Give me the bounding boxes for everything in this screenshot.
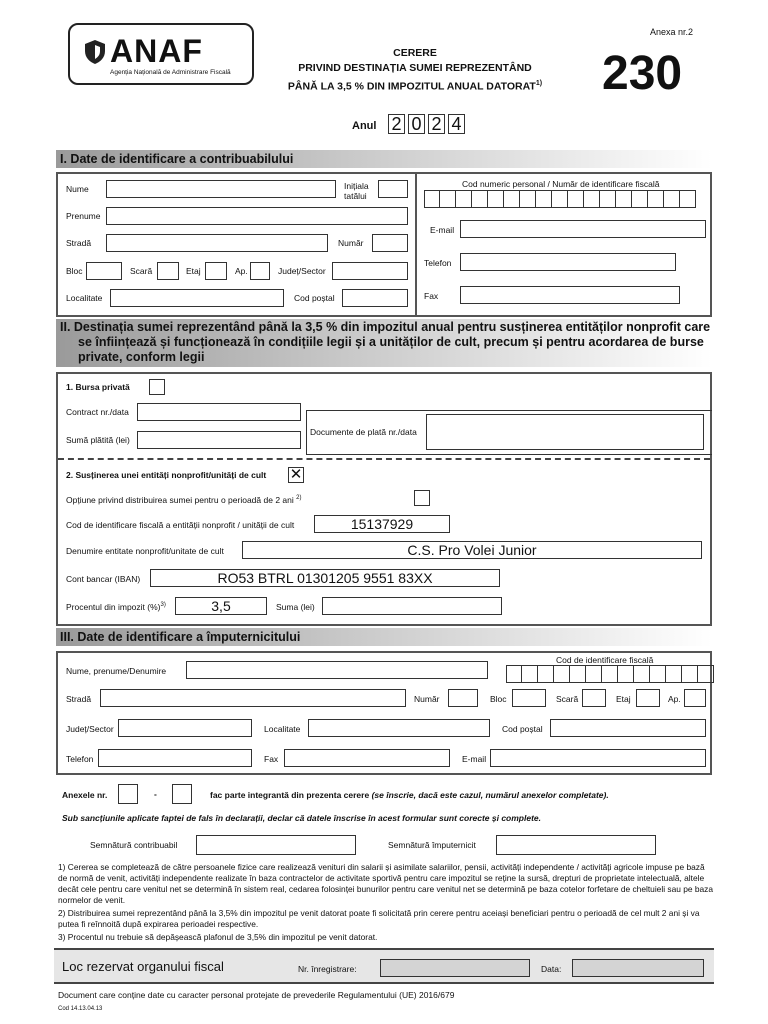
email-field[interactable] xyxy=(460,220,706,238)
data-label: Data: xyxy=(541,964,562,974)
imp-strada-field[interactable] xyxy=(100,689,406,707)
imp-fax-label: Fax xyxy=(264,754,279,764)
localitate-label: Localitate xyxy=(66,293,103,303)
imp-strada-label: Stradă xyxy=(66,694,92,704)
cnp-label: Cod numeric personal / Număr de identificare fiscală xyxy=(462,179,660,189)
denumire-label: Denumire entitate nonprofit/unitate de cult xyxy=(66,546,224,556)
imp-etaj-label: Etaj xyxy=(616,694,631,704)
cnp-field[interactable] xyxy=(424,190,696,208)
dashed-divider xyxy=(58,458,710,460)
documente-label: Documente de plată nr./data xyxy=(310,427,417,437)
data-field[interactable] xyxy=(572,959,704,977)
contract-label: Contract nr./data xyxy=(66,407,129,417)
imp-email-label: E-mail xyxy=(462,754,487,764)
imp-etaj-field[interactable] xyxy=(636,689,660,707)
form-title xyxy=(270,46,560,95)
semnatura-imputernicit-field[interactable] xyxy=(496,835,656,855)
year-digit[interactable]: 2 xyxy=(388,114,405,134)
optiune-label: Opțiune privind distribuirea sumei pentru o perioadă de 2 ani $^{2)}$ xyxy=(66,495,302,505)
imp-localitate-field[interactable] xyxy=(308,719,490,737)
semnatura-contribuabil-label: Semnătură contribuabil xyxy=(90,840,178,850)
ap-field[interactable] xyxy=(250,262,270,280)
strada-label: Stradă xyxy=(66,238,92,248)
contract-field[interactable] xyxy=(137,403,301,421)
suma-field[interactable] xyxy=(322,597,502,615)
footnote-3: 3) Procentul nu trebuie să depășească plafonul de 3,5% din impozitul pe venit datorat. xyxy=(58,932,378,942)
imp-localitate-label: Localitate xyxy=(264,724,301,734)
loc-rezervat-label: Loc rezervat organului fiscal xyxy=(62,959,224,974)
strada-field[interactable] xyxy=(106,234,328,252)
imp-cod-fiscal-field[interactable] xyxy=(506,665,714,683)
imp-telefon-field[interactable] xyxy=(98,749,252,767)
imp-scara-label: Scară xyxy=(556,694,579,704)
semnatura-contribuabil-field[interactable] xyxy=(196,835,356,855)
anexe-label: Anexele nr. xyxy=(62,790,108,800)
footnote-2: 2) Distribuirea sumei reprezentând până la 3,5% din impozitul pe venit datorat poate fi solicitată prin cerere pentru aceiași beneficiari pentru o perioadă de cel mult 2 ani și va putea fi reînnoită după expirarea perioadei respective. xyxy=(58,908,700,929)
imp-bloc-field[interactable] xyxy=(512,689,546,707)
imp-nume-field[interactable] xyxy=(186,661,488,679)
numar-label: Număr xyxy=(338,238,364,248)
anaf-logo xyxy=(68,23,254,85)
section1-header: I. Date de identificare a contribuabilului xyxy=(56,150,712,168)
section3-header: III. Date de identificare a împuternicitului xyxy=(56,628,712,646)
year-digit[interactable]: 2 xyxy=(428,114,445,134)
cod-postal-label: Cod poștal xyxy=(294,293,335,303)
anexe-to-field[interactable] xyxy=(172,784,192,804)
gdpr-notice: Document care conține date cu caracter personal protejate de prevederile Regulamentului (UE) 2016/679 xyxy=(58,990,455,1000)
declaratie: Sub sancțiunile aplicate faptei de fals în declarații, declar că datele înscrise în acest formular sunt corecte și complete. xyxy=(62,813,542,823)
anexe-dash: - xyxy=(154,789,157,799)
imp-judet-field[interactable] xyxy=(118,719,252,737)
year-label: Anul xyxy=(352,120,377,132)
semnatura-imputernicit-label: Semnătură împuternicit xyxy=(388,840,476,850)
procent-field[interactable]: 3,5 xyxy=(175,597,267,615)
imp-cod-postal-label: Cod poștal xyxy=(502,724,543,734)
nr-inregistrare-field[interactable] xyxy=(380,959,530,977)
title-line2: PRIVIND DESTINAȚIA SUMEI REPREZENTÂND xyxy=(298,62,532,74)
denumire-field[interactable]: C.S. Pro Volei Junior xyxy=(242,541,702,559)
annex-label: Anexa nr.2 xyxy=(650,27,694,37)
year-digit[interactable]: 0 xyxy=(408,114,425,134)
judet-label: Județ/Sector xyxy=(278,266,326,276)
numar-field[interactable] xyxy=(372,234,408,252)
form-code: Cod 14.13.04.13 xyxy=(58,1006,103,1012)
logo-name: ANAF xyxy=(110,33,203,69)
bloc-label: Bloc xyxy=(66,266,83,276)
form-number: 230 xyxy=(602,47,683,100)
bursa-label: 1. Bursa privată xyxy=(66,382,130,392)
imp-ap-label: Ap. xyxy=(668,694,681,704)
footnote-1: 1) Cererea se completează de către persoanele fizice care realizează venituri din salarii și asimilate salariilor, pensii, activități independente / activități agricole impuse pe bază de normă de venit, activități independente realizate în baza contractelor de activitate sportivă pentru care impozitul se reține la sursă, drepturi de proprietate intelectuală, altele decât cele pentru care venitul net se determină în sistem real, cedarea folosinței bunurilor pentru care venitul net se determină pe baza cotelor forfetare de cheltuieli sau pe baza normelor de venit. xyxy=(58,862,714,905)
iban-label: Cont bancar (IBAN) xyxy=(66,574,141,584)
cif-label: Cod de identificare fiscală a entității nonprofit / unității de cult xyxy=(66,520,295,530)
prenume-label: Prenume xyxy=(66,211,101,221)
imp-telefon-label: Telefon xyxy=(66,754,94,764)
cif-field[interactable]: 15137929 xyxy=(314,515,450,533)
imp-cod-postal-field[interactable] xyxy=(550,719,706,737)
iban-field[interactable]: RO53 BTRL 01301205 9551 83XX xyxy=(150,569,500,587)
imp-scara-field[interactable] xyxy=(582,689,606,707)
prenume-field[interactable] xyxy=(106,207,408,225)
nume-field[interactable] xyxy=(106,180,336,198)
imp-nume-label: Nume, prenume/Denumire xyxy=(66,666,167,676)
suma-platita-field[interactable] xyxy=(137,431,301,449)
judet-field[interactable] xyxy=(332,262,408,280)
imp-cod-fiscal-label: Cod de identificare fiscală xyxy=(556,655,654,665)
year-digit[interactable]: 4 xyxy=(448,114,465,134)
imp-email-field[interactable] xyxy=(490,749,706,767)
nr-inregistrare-label: Nr. înregistrare: xyxy=(298,964,357,974)
imp-fax-field[interactable] xyxy=(284,749,450,767)
sustinere-checkbox[interactable]: ✕ xyxy=(289,466,303,483)
sustinere-label: 2. Susținerea unei entități nonprofit/unități de cult xyxy=(66,470,267,480)
localitate-field[interactable] xyxy=(110,289,284,307)
initiala-label: Inițiala tatălui xyxy=(344,181,369,201)
scara-label: Scară xyxy=(130,266,153,276)
anexe-from-field[interactable] xyxy=(118,784,138,804)
documente-field[interactable] xyxy=(426,414,704,450)
bursa-checkbox[interactable] xyxy=(149,379,165,395)
ap-label: Ap. xyxy=(235,266,248,276)
shield-icon xyxy=(84,39,106,65)
imp-numar-label: Număr xyxy=(414,694,440,704)
section2-header: II. Destinația sumei reprezentând până la 3,5 % din impozitul anual pentru susținerea entităților nonprofit care se înființează și funcționează în condițiile legii și a unităților de cult, precum și pentru acordarea de burse private, conform legii xyxy=(56,319,712,367)
anexe-text: fac parte integrantă din prezenta cerere (se înscrie, dacă este cazul, numărul anexelor completate). xyxy=(210,790,609,800)
optiune-checkbox[interactable] xyxy=(414,490,430,506)
nume-label: Nume xyxy=(66,184,89,194)
suma-label: Suma (lei) xyxy=(276,602,315,612)
scara-field[interactable] xyxy=(157,262,179,280)
logo-subtitle: Agenția Națională de Administrare Fiscală xyxy=(110,69,231,76)
bloc-field[interactable] xyxy=(86,262,122,280)
etaj-field[interactable] xyxy=(205,262,227,280)
imp-bloc-label: Bloc xyxy=(490,694,507,704)
etaj-label: Etaj xyxy=(186,266,201,276)
imp-numar-field[interactable] xyxy=(448,689,478,707)
imp-ap-field[interactable] xyxy=(684,689,706,707)
fax-field[interactable] xyxy=(460,286,680,304)
fax-label: Fax xyxy=(424,291,439,301)
email-label: E-mail xyxy=(430,225,455,235)
imp-judet-label: Județ/Sector xyxy=(66,724,114,734)
initiala-field[interactable] xyxy=(378,180,408,198)
cod-postal-field[interactable] xyxy=(342,289,408,307)
suma-platita-label: Sumă plătită (lei) xyxy=(66,435,130,445)
procent-label: Procentul din impozit (%)$^{3)}$ xyxy=(66,602,166,612)
section1-divider xyxy=(415,172,417,317)
title-line3: PÂNĂ LA 3,5 % DIN IMPOZITUL ANUAL DATORAT$^{1)}$ xyxy=(287,80,543,93)
telefon-field[interactable] xyxy=(460,253,676,271)
title-line1: CERERE xyxy=(393,47,437,59)
telefon-label: Telefon xyxy=(424,258,452,268)
